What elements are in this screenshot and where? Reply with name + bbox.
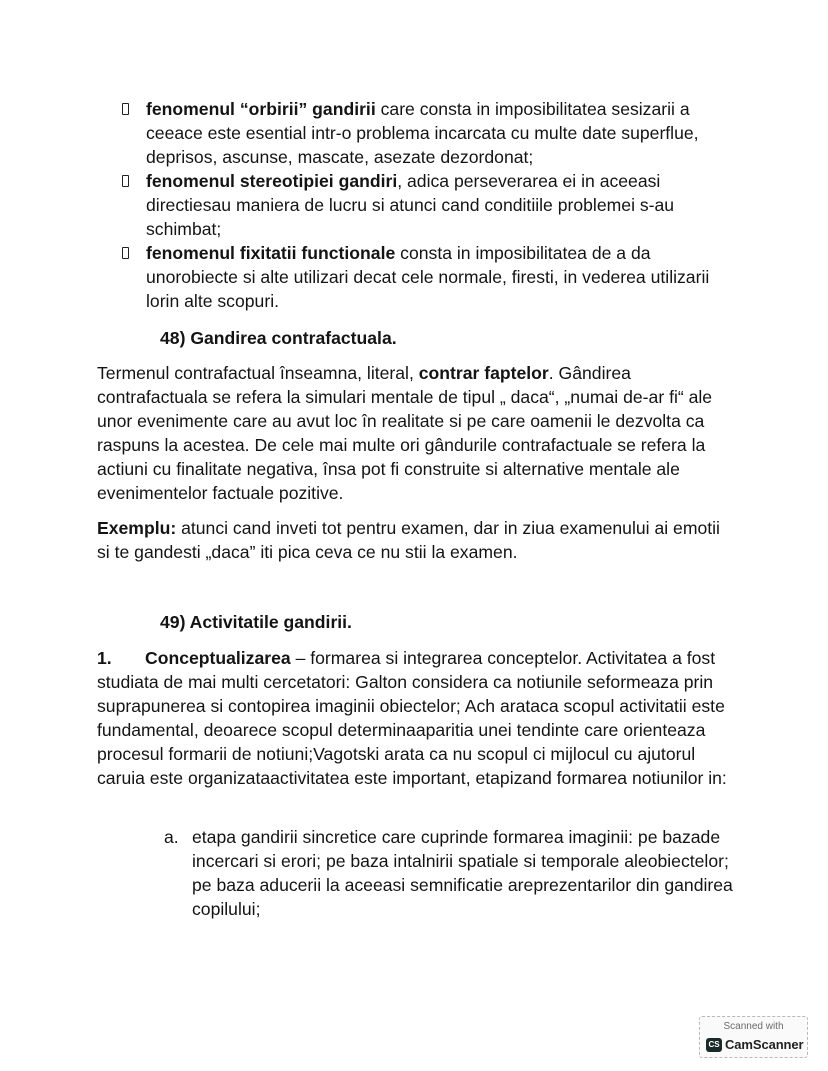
- bullet-item: [122, 169, 732, 241]
- section-49-heading: 49) Activitatile gandirii.: [160, 612, 352, 632]
- conceptualization-paragraph: [97, 646, 737, 790]
- item-text: – formarea si integrarea conceptelor. Activitatea a fost studiata de mai multi cercetatori: Galton considera ca notiunile seformeaza prin suprapunerea si contopirea imaginii obiectelor; Ach arataca scopul activitatii este fundamental, deoarece scopul determinaaparitia unei tendinte care orienteaza procesul formarii de notiuni;Vagotski arata ca nu scopul ci mijlocul cu ajutorul caruia este organizataactivitatea este important, etapizand formarea notiunilor in:: [97, 648, 727, 788]
- bullet-text: , adica perseverarea ei in aceeasi directiesau maniera de lucru si atunci cand conditiile problemei s-au schimbat;: [146, 171, 675, 239]
- square-bullet-icon: [122, 175, 129, 187]
- paragraph-text: Termenul contrafactual înseamna, literal,: [97, 363, 419, 383]
- watermark-caption: Scanned with: [723, 1021, 784, 1032]
- sub-item-marker: a.: [164, 827, 179, 847]
- bullet-term: fenomenul “orbirii” gandirii: [146, 99, 376, 119]
- paragraph-bold-term: contrar faptelor: [418, 363, 549, 383]
- example-paragraph: [97, 516, 737, 564]
- bullet-item: [122, 97, 732, 169]
- watermark-brand-row: [706, 1037, 803, 1053]
- phenomena-bullet-list: [122, 97, 732, 313]
- bullet-term: fenomenul fixitatii functionale: [146, 243, 396, 263]
- sub-item-text: etapa gandirii sincretice care cuprinde formarea imaginii: pe bazade incercari si erori; pe baza intalnirii spatiale si temporale aleobiectelor; pe baza aducerii la aceeasi semnificatie areprezentarilor din gandirea copilului;: [192, 827, 733, 919]
- square-bullet-icon: [122, 103, 129, 115]
- item-term: Conceptualizarea: [145, 648, 291, 668]
- example-label: Exemplu:: [97, 518, 177, 538]
- bullet-text: consta in imposibilitatea de a da unorobiecte si alte utilizari decat cele normale, firesti, in vederea utilizarii lorin alte scopuri.: [146, 243, 710, 311]
- camscanner-logo-icon: CS: [706, 1038, 722, 1052]
- sub-list-item: [164, 825, 734, 921]
- camscanner-watermark: [699, 1016, 808, 1058]
- bullet-item: [122, 241, 732, 313]
- watermark-brand-name: CamScanner: [725, 1037, 804, 1052]
- stages-sub-list: [164, 825, 734, 921]
- bullet-term: fenomenul stereotipiei gandiri: [146, 171, 398, 191]
- item-number: 1.: [97, 648, 112, 668]
- bullet-text: care consta in imposibilitatea sesizarii a ceeace este esential intr-o problema incarcata cu multe date superflue, deprisos, ascunse, mascate, asezate dezordonat;: [146, 99, 699, 167]
- paragraph-text: . Gândirea contrafactuala se refera la simulari mentale de tipul „ daca“, „numai de-ar fi“ ale unor evenimente care au avut loc în realitate si pe care oamenii le dezvolta ca raspuns la acestea. De cele mai multe ori gândurile contrafactuale se refera la actiuni cu finalitate negativa, însa pot fi construite si alternative mentale ale evenimentelor factuale pozitive.: [97, 363, 713, 503]
- section-48-heading: 48) Gandirea contrafactuala.: [160, 328, 397, 348]
- example-text: atunci cand inveti tot pentru examen, dar in ziua examenului ai emotii si te gandesti „daca” iti pica ceva ce nu stii la examen.: [97, 518, 720, 562]
- counterfactual-definition-paragraph: [97, 361, 737, 505]
- square-bullet-icon: [122, 247, 129, 259]
